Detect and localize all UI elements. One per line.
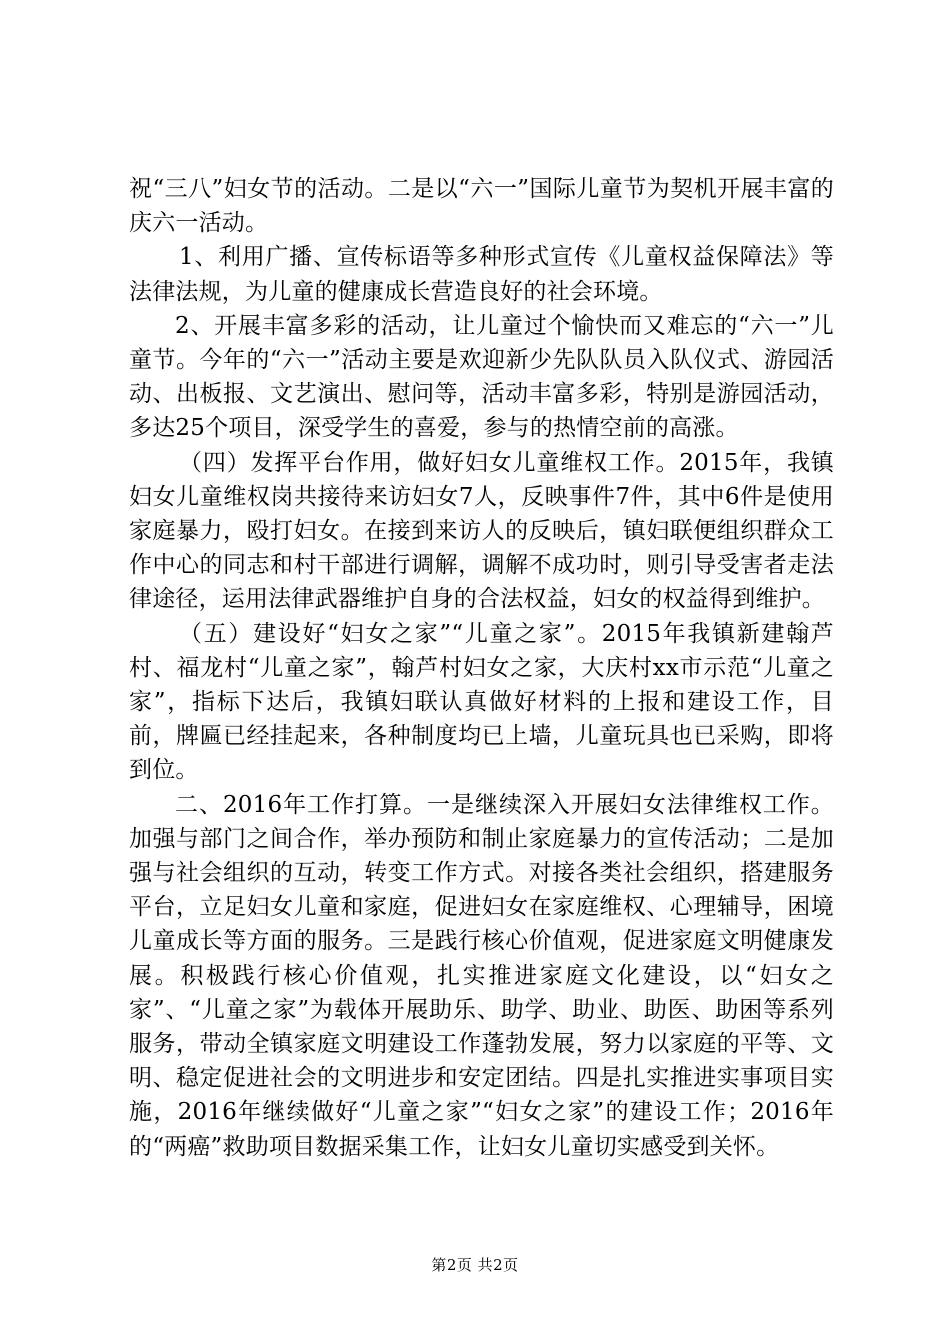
paragraph-2: 1、利用广播、宣传标语等多种形式宣传《儿童权益保障法》等法律法规，为儿童的健康成长营造良好的社会环境。 <box>129 244 834 305</box>
document-body <box>129 172 834 1164</box>
paragraph-4: （四）发挥平台作用，做好妇女儿童维权工作。2015年，我镇妇女儿童维权岗共接待来访妇女7人，反映事件7件，其中6件是使用家庭暴力，殴打妇女。在接到来访人的反映后，镇妇联便组织群众工作中心的同志和村干部进行调解，调解不成功时，则引导受害者走法律途径，运用法律武器维护自身的合法权益，妇女的权益得到维护。 <box>129 449 834 613</box>
paragraph-1: 祝“三八”妇女节的活动。二是以“六一”国际儿童节为契机开展丰富的庆六一活动。 <box>129 176 834 237</box>
paragraph-3: 2、开展丰富多彩的活动，让儿童过个愉快而又难忘的“六一”儿童节。今年的“六一”活动主要是欢迎新少先队队员入队仪式、游园活动、出板报、文艺演出、慰问等，活动丰富多彩，特别是游园活动，多达25个项目，深受学生的喜爱，参与的热情空前的高涨。 <box>129 312 834 442</box>
paragraph-6: 二、2016年工作打算。一是继续深入开展妇女法律维权工作。加强与部门之间合作，举办预防和制止家庭暴力的宣传活动；二是加强与社会组织的互动，转变工作方式。对接各类社会组织，搭建服务平台，立足妇女儿童和家庭，促进妇女在家庭维权、心理辅导，困境儿童成长等方面的服务。三是践行核心价值观，促进家庭文明健康发展。积极践行核心价值观，扎实推进家庭文化建设，以“妇女之家”、“儿童之家”为载体开展助乐、助学、助业、助医、助困等系列服务，带动全镇家庭文明建设工作蓬勃发展，努力以家庭的平等、文明、稳定促进社会的文明进步和安定团结。四是扎实推进实事项目实施，2016年继续做好“儿童之家”“妇女之家”的建设工作；2016年的“两癌”救助项目数据采集工作，让妇女儿童切实感受到关怀。 <box>129 791 834 1160</box>
paragraph-5: （五）建设好“妇女之家”“儿童之家”。2015年我镇新建翰芦村、福龙村“儿童之家”，翰芦村妇女之家，大庆村xx市示范“儿童之家”，指标下达后，我镇妇联认真做好材料的上报和建设工作，目前，牌匾已经挂起来，各种制度均已上墙，儿童玩具也已采购，即将到位。 <box>129 620 834 784</box>
page-footer: 第2页 共2页 <box>431 1256 519 1274</box>
